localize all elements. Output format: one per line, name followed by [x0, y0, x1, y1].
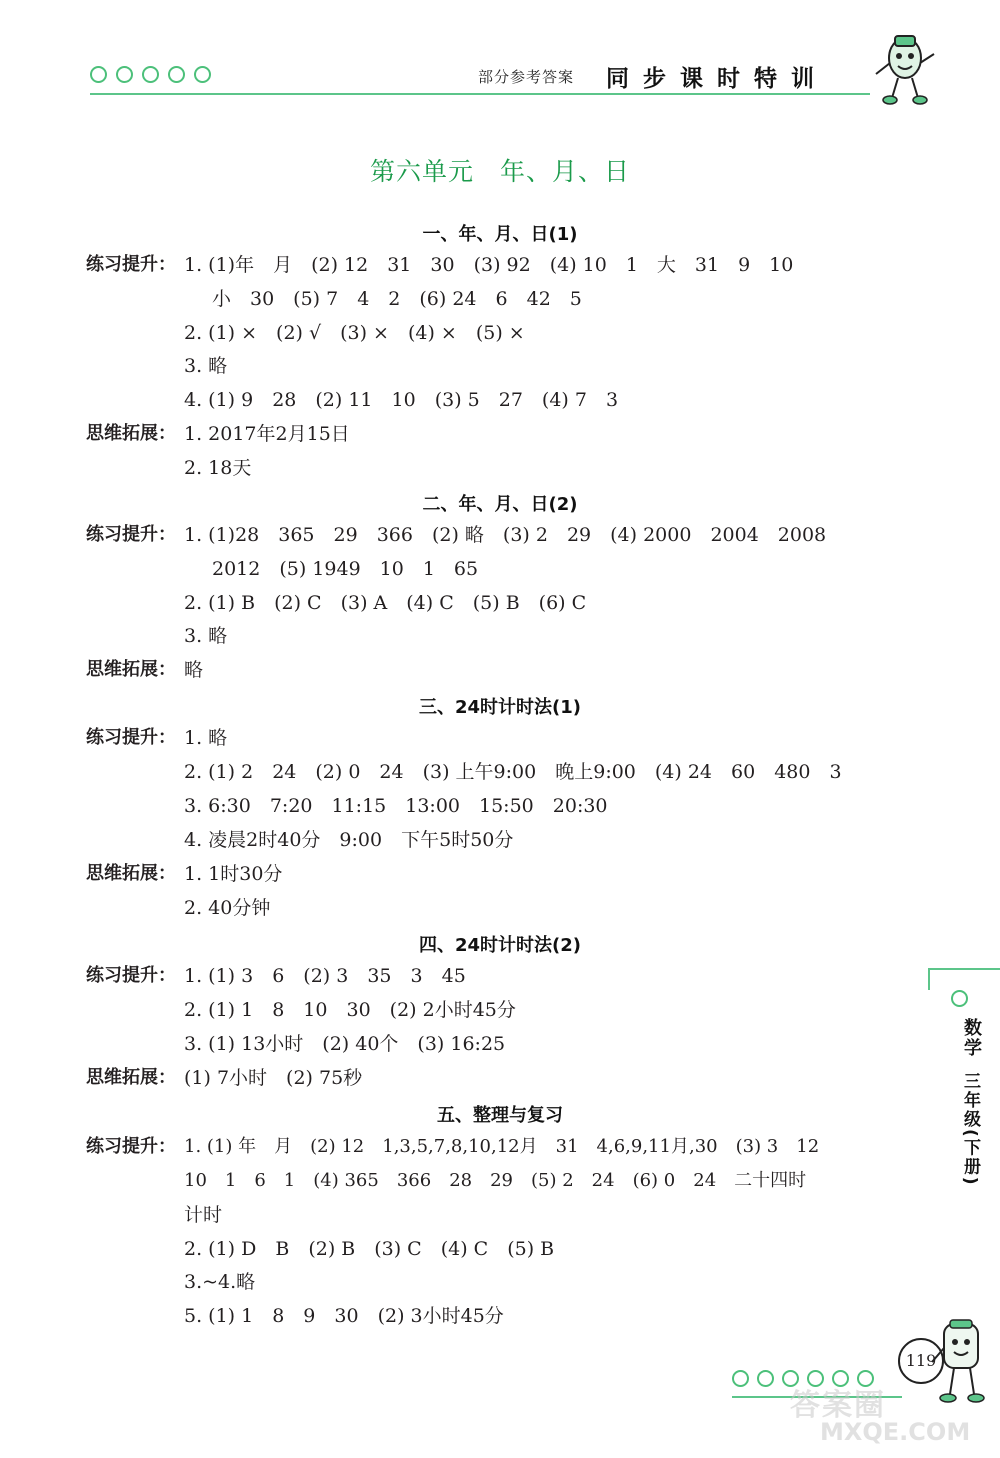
line-label: 思维拓展：	[86, 863, 176, 884]
decor-circle	[757, 1370, 774, 1387]
header-label: 部分参考答案	[478, 68, 575, 86]
header-title: 同步课时特训	[606, 66, 828, 92]
answer-line: 略	[184, 659, 204, 681]
answer-line: 4. 凌晨2时40分 9:00 下午5时50分	[184, 829, 514, 851]
page-header	[0, 0, 1000, 130]
answer-line: 计时	[184, 1204, 223, 1226]
decor-circle	[951, 990, 968, 1007]
answer-line: 1. (1)年 月 (2) 12 31 30 (3) 92 (4) 10 1 大 31 9 10	[184, 254, 794, 276]
answer-line: 5. (1) 1 8 9 30 (2) 3小时45分	[184, 1305, 504, 1327]
answer-line: 3. 6:30 7:20 11:15 13:00 15:50 20:30	[184, 795, 608, 817]
watermark-logo: MXQE.COM	[820, 1418, 971, 1446]
answer-line: 1. (1) 年 月 (2) 12 1,3,5,7,8,10,12月 31 4,6,9,11月,30 (3) 3 12	[184, 1136, 820, 1157]
mascot-icon	[930, 1318, 996, 1408]
answer-line: 1. 略	[184, 727, 228, 749]
answer-line: 1. 1时30分	[184, 863, 283, 885]
section-title: 二、年、月、日(2)	[422, 494, 578, 515]
watermark-logo: 答案圈	[790, 1388, 886, 1423]
answer-line: 3. 略	[184, 355, 228, 377]
page-number: 119	[898, 1338, 944, 1384]
answer-line: 3. 略	[184, 625, 228, 647]
answer-line: 2. 40分钟	[184, 897, 271, 919]
line-label: 练习提升：	[86, 1136, 176, 1157]
section-title: 四、24时计时法(2)	[418, 935, 582, 956]
decor-circle	[194, 66, 211, 83]
answer-line: (1) 7小时 (2) 75秒	[184, 1067, 363, 1089]
decor-circle	[90, 66, 107, 83]
answer-line: 2. (1) B (2) C (3) A (4) C (5) B (6) C	[184, 592, 587, 614]
line-label: 练习提升：	[86, 965, 176, 986]
decor-circle	[142, 66, 159, 83]
header-rule	[90, 93, 870, 95]
answer-line: 10 1 6 1 (4) 365 366 28 29 (5) 2 24 (6) 0 24 二十四时	[184, 1170, 807, 1191]
answer-line: 1. 2017年2月15日	[184, 423, 350, 445]
line-label: 练习提升：	[86, 727, 176, 748]
answer-line: 2012 (5) 1949 10 1 65	[212, 558, 479, 580]
answer-line: 2. (1) 1 8 10 30 (2) 2小时45分	[184, 999, 516, 1021]
answer-line: 3.~4.略	[184, 1271, 256, 1293]
header-dots	[90, 66, 211, 83]
line-label: 思维拓展：	[86, 1067, 176, 1088]
mascot-icon	[870, 28, 940, 108]
unit-title: 第六单元 年、月、日	[369, 157, 630, 186]
line-label: 练习提升：	[86, 254, 176, 275]
answer-line: 2. 18天	[184, 457, 252, 479]
section-title: 五、整理与复习	[437, 1105, 563, 1126]
section-title: 三、24时计时法(1)	[418, 697, 582, 718]
side-tab-rule	[928, 968, 1000, 970]
side-tab-subject: 数学	[961, 1018, 982, 1058]
side-tab-rule	[928, 968, 930, 990]
answer-line: 小 30 (5) 7 4 2 (6) 24 6 42 5	[212, 288, 582, 310]
side-tab-grade: 三年级(下册)	[960, 1072, 980, 1187]
answer-line: 2. (1) 2 24 (2) 0 24 (3) 上午9:00 晚上9:00 (4) 24 60 480 3	[184, 761, 842, 783]
section-title: 一、年、月、日(1)	[422, 224, 578, 245]
line-label: 思维拓展：	[86, 423, 176, 444]
answer-line: 3. (1) 13小时 (2) 40个 (3) 16:25	[184, 1033, 506, 1055]
decor-circle	[116, 66, 133, 83]
line-label: 思维拓展：	[86, 659, 176, 680]
line-label: 练习提升：	[86, 524, 176, 545]
answer-line: 2. (1) × (2) √ (3) × (4) × (5) ×	[184, 322, 525, 344]
decor-circle	[168, 66, 185, 83]
answer-line: 4. (1) 9 28 (2) 11 10 (3) 5 27 (4) 7 3	[184, 389, 619, 411]
decor-circle	[732, 1370, 749, 1387]
answer-line: 2. (1) D B (2) B (3) C (4) C (5) B	[184, 1238, 555, 1260]
answer-line: 1. (1)28 365 29 366 (2) 略 (3) 2 29 (4) 2000 2004 2008	[184, 524, 827, 546]
answer-line: 1. (1) 3 6 (2) 3 35 3 45	[184, 965, 466, 987]
